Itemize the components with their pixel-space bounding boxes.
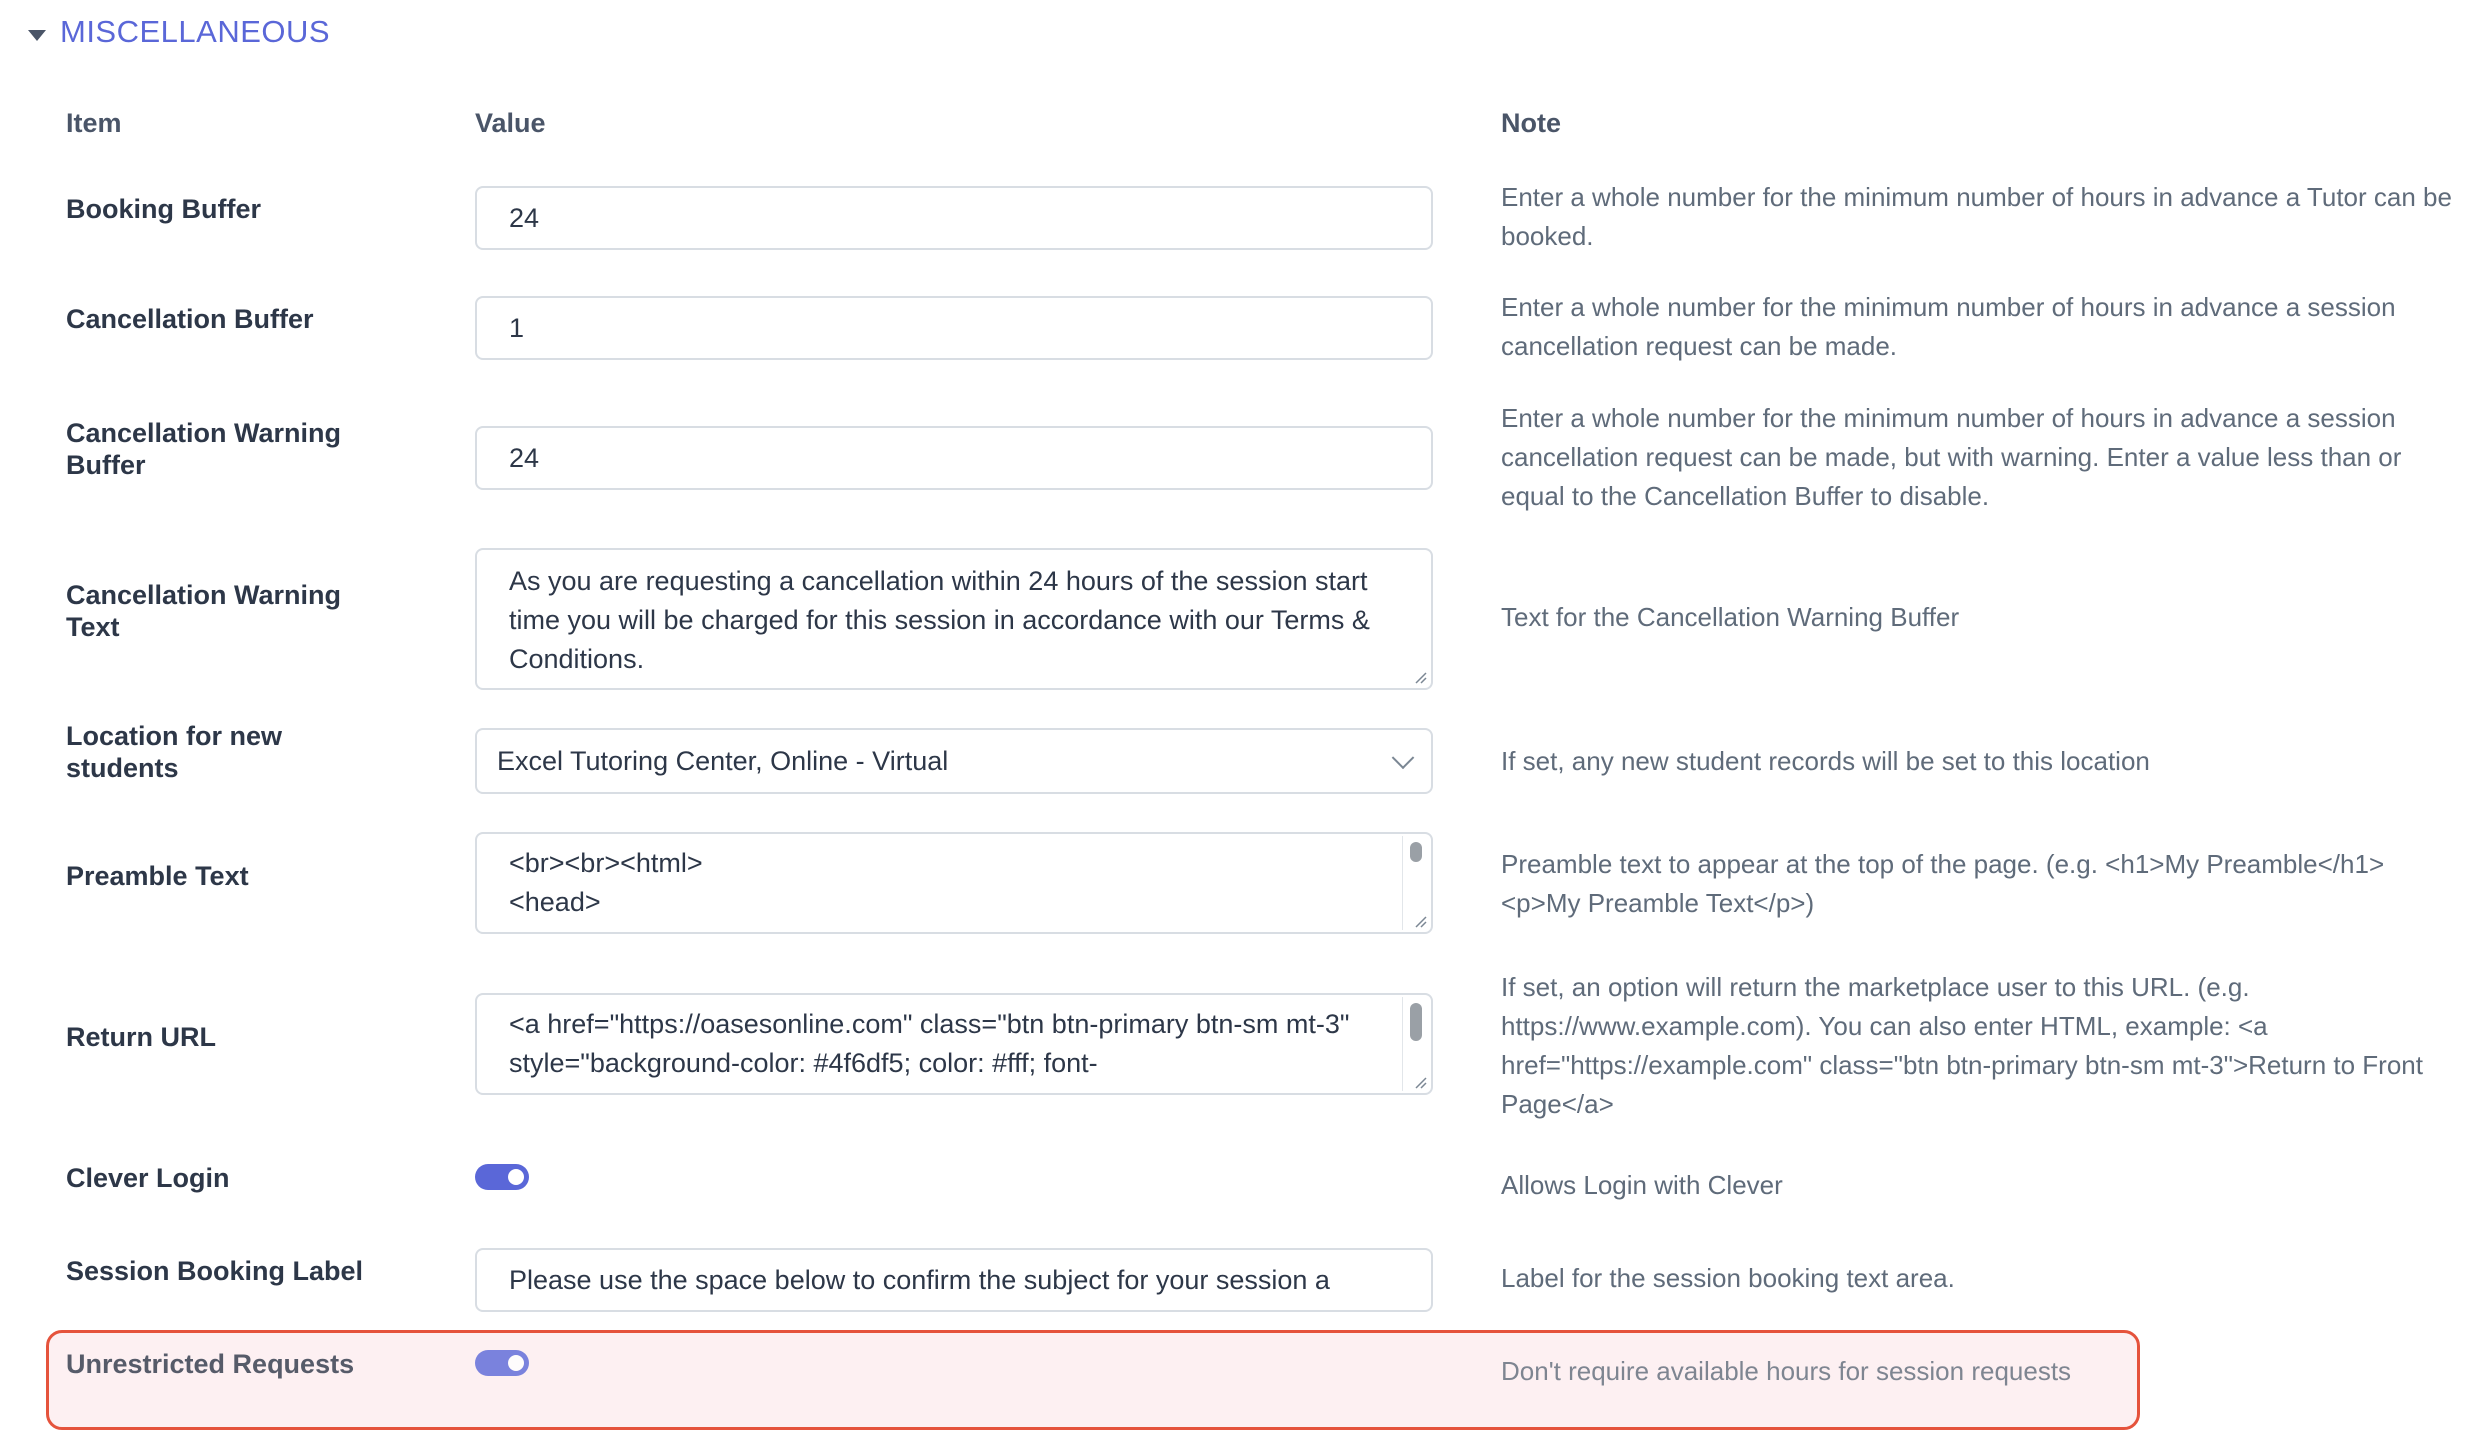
cancellation-warning-text-label: Cancellation Warning Text bbox=[66, 580, 342, 642]
return-url-note: If set, an option will return the marketplace user to this URL. (e.g. https://www.example.com). You can also enter HTML, example: <a href="https://example.com" class="btn btn-primary btn-sm mt-3">Return to Front Page</a> bbox=[1501, 972, 2423, 1119]
cancellation-warning-text-wrapper bbox=[475, 548, 1433, 690]
clever-login-toggle[interactable] bbox=[475, 1164, 529, 1190]
location-new-students-label: Location for new students bbox=[66, 721, 282, 783]
cancellation-warning-text-note: Text for the Cancellation Warning Buffer bbox=[1501, 602, 1960, 632]
preamble-scrollbar[interactable] bbox=[1402, 836, 1429, 930]
booking-buffer-label: Booking Buffer bbox=[66, 194, 261, 224]
session-booking-label-label: Session Booking Label bbox=[66, 1256, 364, 1286]
column-header-value: Value bbox=[475, 108, 546, 138]
booking-buffer-note: Enter a whole number for the minimum number of hours in advance a Tutor can be booked. bbox=[1501, 182, 2452, 251]
return-url-scrollbar[interactable] bbox=[1402, 997, 1429, 1091]
location-select[interactable] bbox=[475, 728, 1433, 794]
chevron-down-icon bbox=[1392, 746, 1415, 769]
cancellation-warning-buffer-input[interactable] bbox=[475, 426, 1433, 490]
cancellation-warning-buffer-label: Cancellation Warning Buffer bbox=[66, 418, 342, 480]
cancellation-warning-text-textarea[interactable] bbox=[475, 548, 1433, 690]
preamble-scrollbar-thumb[interactable] bbox=[1410, 842, 1422, 862]
clever-login-label: Clever Login bbox=[66, 1163, 230, 1193]
toggle-knob bbox=[508, 1355, 524, 1371]
location-new-students-note: If set, any new student records will be set to this location bbox=[1501, 746, 2150, 776]
return-url-scrollbar-thumb[interactable] bbox=[1410, 1003, 1422, 1041]
unrestricted-requests-note: Don't require available hours for session requests bbox=[1501, 1356, 2072, 1386]
session-booking-label-input[interactable] bbox=[475, 1248, 1433, 1312]
cancellation-buffer-note: Enter a whole number for the minimum number of hours in advance a session cancellation request can be made. bbox=[1501, 292, 2396, 361]
return-url-textarea[interactable] bbox=[475, 993, 1433, 1095]
column-header-note: Note bbox=[1501, 108, 1561, 138]
clever-login-note: Allows Login with Clever bbox=[1501, 1170, 1783, 1200]
return-url-wrapper bbox=[475, 993, 1433, 1095]
column-header-item: Item bbox=[66, 108, 122, 138]
preamble-text-label: Preamble Text bbox=[66, 861, 249, 891]
section-title: MISCELLANEOUS bbox=[60, 14, 331, 49]
section-toggle[interactable] bbox=[28, 14, 330, 50]
unrestricted-requests-label: Unrestricted Requests bbox=[66, 1349, 355, 1379]
cancellation-buffer-input[interactable] bbox=[475, 296, 1433, 360]
cancellation-warning-buffer-note: Enter a whole number for the minimum number of hours in advance a session cancellation request can be made, but with warning. Enter a value less than or equal to the Cancellation Buffer to disable. bbox=[1501, 403, 2402, 511]
location-select-value: Excel Tutoring Center, Online - Virtual bbox=[497, 745, 949, 776]
booking-buffer-input[interactable] bbox=[475, 186, 1433, 250]
preamble-text-textarea[interactable] bbox=[475, 832, 1433, 934]
cancellation-buffer-label: Cancellation Buffer bbox=[66, 304, 314, 334]
preamble-text-wrapper bbox=[475, 832, 1433, 934]
return-url-label: Return URL bbox=[66, 1022, 216, 1052]
unrestricted-requests-toggle[interactable] bbox=[475, 1350, 529, 1376]
preamble-text-note: Preamble text to appear at the top of the page. (e.g. <h1>My Preamble</h1><p>My Preamble Text</p>) bbox=[1501, 849, 2385, 918]
toggle-knob bbox=[508, 1169, 524, 1185]
session-booking-label-note: Label for the session booking text area. bbox=[1501, 1263, 1955, 1293]
caret-down-icon bbox=[28, 30, 46, 41]
